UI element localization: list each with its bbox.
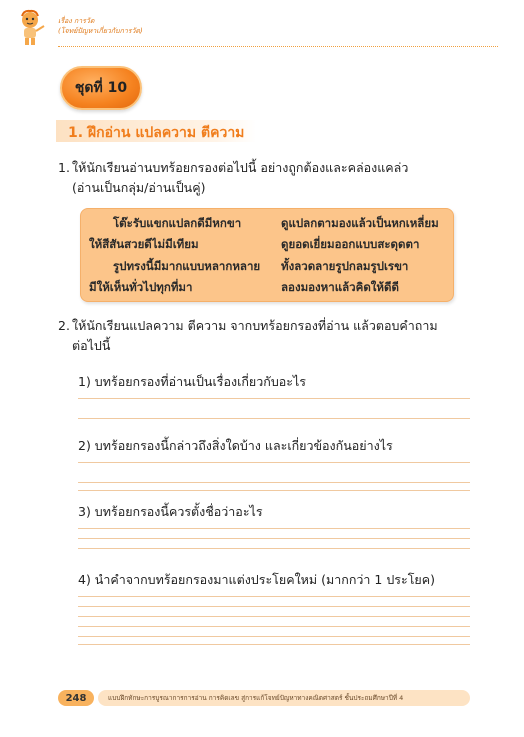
set-badge: ชุดที่ 10 <box>60 66 142 110</box>
poem-line-1a: โต๊ะรับแขกแปลกดีมีหกขา <box>113 216 242 230</box>
instruction-1 <box>58 158 478 202</box>
header-divider <box>58 46 498 47</box>
poem-line-3b: ทั้งลวดลายรูปกลมรูปเรขา <box>281 259 409 273</box>
header-subtopic: (โจทย์ปัญหาเกี่ยวกับการวัด) <box>58 27 143 35</box>
poem-line-2b: ดูยอดเยี่ยมออกแบบสะดุดตา <box>281 237 420 251</box>
poem-line-4a: มีให้เห็นทั่วไปทุกที่มา <box>89 280 193 294</box>
answer-line[interactable] <box>78 538 470 539</box>
poem-line-3a: รูปทรงนี้มีมากแบบหลากหลาย <box>113 259 261 273</box>
footer-text: แบบฝึกทักษะการบูรณาการการอ่าน การคิดเลข สู่การแก้โจทย์ปัญหาทางคณิตศาสตร์ ชั้นประถมศึกษาปีที่ 4 <box>98 690 470 706</box>
poem-box <box>80 208 454 302</box>
poem-line-4b: ลองมองหาแล้วคิดให้ดีดี <box>281 280 399 294</box>
answer-line[interactable] <box>78 616 470 617</box>
instruction-2-number: 2. <box>58 318 70 333</box>
answer-line[interactable] <box>78 636 470 637</box>
instruction-2-line1: ให้นักเรียนแปลความ ตีความ จากบทร้อยกรองที่อ่าน แล้วตอบคำถาม <box>72 318 438 333</box>
section-title-bar <box>56 120 256 142</box>
answer-line[interactable] <box>78 548 470 549</box>
instruction-1-number: 1. <box>58 160 70 175</box>
answer-line[interactable] <box>78 528 470 529</box>
answer-line[interactable] <box>78 596 470 597</box>
question-2: 2) บทร้อยกรองนี้กล่าวถึงสิ่งใดบ้าง และเกี่ยวข้องกันอย่างไร <box>78 438 393 453</box>
poem-line-2a: ให้สีสันสวยดีไม่มีเทียม <box>89 237 199 251</box>
question-4: 4) นำคำจากบทร้อยกรองมาแต่งประโยคใหม่ (มากกว่า 1 ประโยค) <box>78 572 435 587</box>
section-title: 1. ฝึกอ่าน แปลความ ตีความ <box>68 125 245 141</box>
answer-line[interactable] <box>78 606 470 607</box>
instruction-2 <box>58 316 478 360</box>
poem-line-1b: ดูแปลกตามองแล้วเป็นหกเหลี่ยม <box>281 216 439 230</box>
instruction-2-line2: ต่อไปนี้ <box>72 338 111 353</box>
instruction-1-line2: (อ่านเป็นกลุ่ม/อ่านเป็นคู่) <box>72 180 206 195</box>
child-mascot-icon <box>14 8 50 48</box>
answer-line[interactable] <box>78 490 470 491</box>
answer-line[interactable] <box>78 462 470 463</box>
answer-line[interactable] <box>78 398 470 399</box>
page-number: 248 <box>58 690 94 706</box>
answer-line[interactable] <box>78 418 470 419</box>
answer-line[interactable] <box>78 644 470 645</box>
question-1: 1) บทร้อยกรองที่อ่านเป็นเรื่องเกี่ยวกับอะไร <box>78 374 306 389</box>
instruction-1-line1: ให้นักเรียนอ่านบทร้อยกรองต่อไปนี้ อย่างถูกต้องและคล่องแคล่ว <box>72 160 409 175</box>
header-topic: เรื่อง การวัด <box>58 17 95 25</box>
answer-line[interactable] <box>78 482 470 483</box>
page-header <box>14 8 514 52</box>
question-3: 3) บทร้อยกรองนี้ควรตั้งชื่อว่าอะไร <box>78 504 263 519</box>
header-text <box>58 16 143 36</box>
answer-line[interactable] <box>78 626 470 627</box>
